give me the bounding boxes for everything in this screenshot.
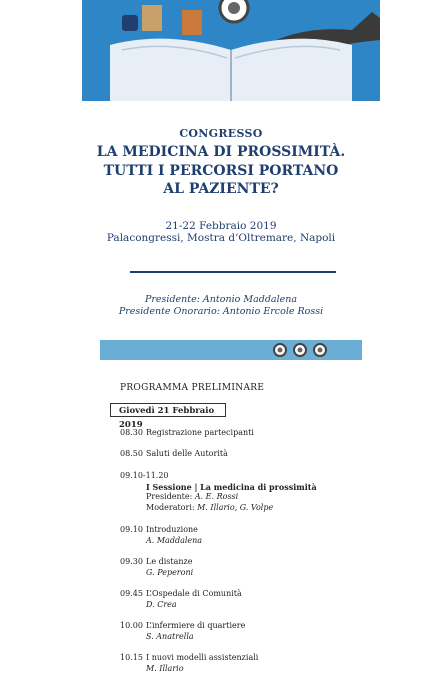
title-line: TUTTI I PERCORSI PORTANO: [103, 162, 339, 179]
program-item: [120, 589, 242, 610]
session-title: I Sessione | La medicina di prossimità: [146, 481, 317, 492]
president: Presidente: Antonio Maddalena: [144, 294, 298, 305]
item-speaker: A. Maddalena: [146, 535, 203, 545]
program-item: [120, 621, 245, 642]
item-time: 08.30: [120, 428, 143, 437]
item-speaker: G. Peperoni: [146, 567, 194, 577]
program-item: [120, 525, 202, 546]
item-time: 10.15: [120, 653, 143, 662]
item-time: 09.30: [120, 557, 143, 566]
item-speaker: M. Illario: [146, 663, 184, 673]
presidents: [0, 294, 442, 318]
congress-label: CONGRESSO: [179, 127, 263, 140]
event-venue: Palacongressi, Mostra d’Oltremare, Napoli: [106, 232, 336, 244]
item-time: 08.50: [120, 449, 143, 458]
program-item: [120, 449, 228, 460]
item-text: Saluti delle Autorità: [146, 449, 228, 458]
decorative-banner: [100, 340, 362, 360]
item-text: L’Ospedale di Comunità: [146, 589, 242, 598]
program-day: Giovedì 21 Febbraio 2019: [110, 403, 226, 417]
session-president: A. E. Rossi: [194, 492, 239, 501]
item-time: 10.00: [120, 621, 143, 630]
event-info: [0, 220, 442, 244]
title-line: AL PAZIENTE?: [163, 181, 279, 197]
item-speaker: S. Anatrella: [146, 631, 194, 641]
item-time: 09.10: [120, 525, 143, 534]
session-president-label: Presidente:: [146, 492, 193, 501]
program-title: PROGRAMMA PRELIMINARE: [120, 383, 265, 393]
session-moderators: M. Illario, G. Volpe: [197, 502, 274, 512]
item-text: I nuovi modelli assistenziali: [146, 653, 259, 662]
title-line: LA MEDICINA DI PROSSIMITÀ.: [96, 144, 346, 160]
item-text: L’infermiere di quartiere: [146, 621, 246, 630]
hero-illustration: [82, 0, 380, 101]
item-text: Le distanze: [146, 557, 193, 566]
item-text: Introduzione: [146, 525, 198, 534]
program-session: [120, 471, 317, 513]
item-time: 09.45: [120, 589, 143, 598]
honorary-president: Presidente Onorario: Antonio Ercole Rossi: [118, 306, 324, 317]
event-dates: 21-22 Febbraio 2019: [165, 220, 277, 232]
item-time: 09.10-11.20: [120, 471, 169, 480]
item-text: Registrazione partecipanti: [146, 428, 254, 437]
program-item: [120, 428, 254, 439]
program-item: [120, 557, 193, 578]
program-item: [120, 653, 258, 674]
item-speaker: D. Crea: [146, 599, 177, 609]
divider: [130, 271, 336, 273]
congress-title: [0, 143, 442, 199]
session-moderators-label: Moderatori:: [146, 502, 195, 512]
